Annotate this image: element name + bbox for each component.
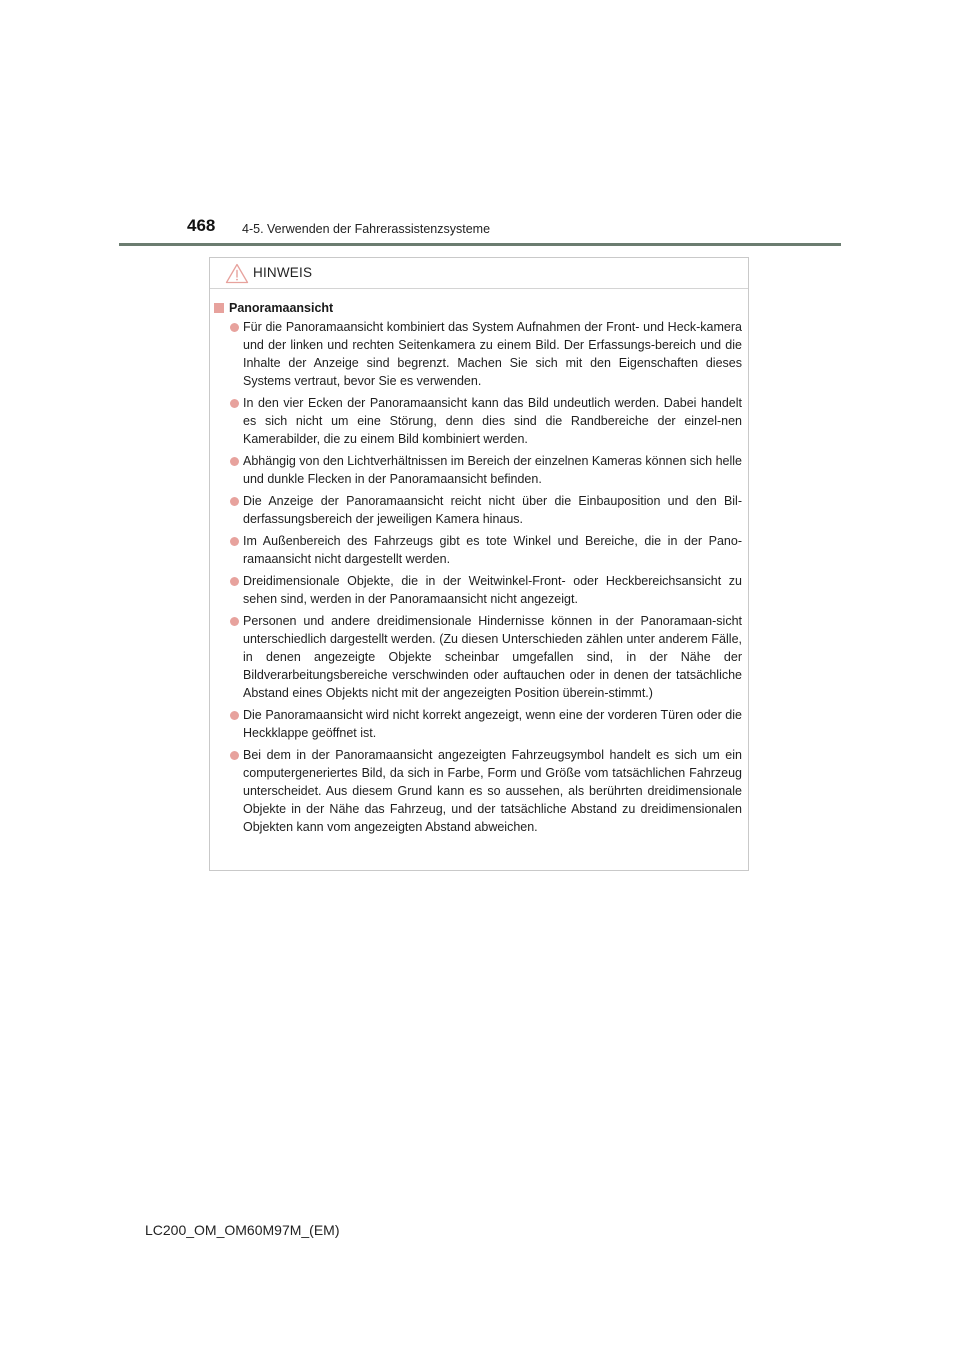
notice-title: HINWEIS [253, 265, 313, 280]
list-item-text: Die Panoramaansicht wird nicht korrekt angezeigt, wenn eine der vorderen Türen oder die Heckklappe geöffnet ist. [243, 708, 742, 741]
notice-body [210, 289, 748, 837]
notice-header [210, 258, 748, 289]
list-item-text: Die Anzeige der Panoramaansicht reicht nicht über die Einbauposition und den Bil-derfassungsbereich der jeweiligen Kamera hinaus. [243, 494, 742, 526]
list-item-text: Personen und andere dreidimensionale Hindernisse können in der Panoramaan-sicht unterschiedlich dargestellt werden. (Zu diesen Unterschieden zählen unter anderem Fälle, in denen angezeigte Objekte scheinbar umgefallen sind, in der Nähe der Bildverarbeitungsbereiche verschwinden oder auftauchen oder in denen der tatsächliche Abstand eines Objekts nicht mit der angezeigten Position überein-stimmt.) [243, 614, 742, 700]
list-item [214, 493, 742, 529]
circle-bullet-icon [230, 497, 239, 506]
section-title: 4-5. Verwenden der Fahrerassistenzsysteme [242, 222, 491, 236]
list-item-text: In den vier Ecken der Panoramaansicht kann das Bild undeutlich werden. Dabei handelt es sich nicht um eine Störung, denn dies sind die Randbereiche der einzel-nen Kamerabilder, die zu einem Bild kombiniert werden. [243, 395, 742, 446]
list-item [214, 573, 742, 609]
circle-bullet-icon [230, 537, 239, 546]
section-heading-text: Panoramaansicht [229, 301, 334, 315]
list-item [214, 533, 742, 569]
warning-triangle-icon [225, 263, 249, 284]
section-heading [214, 301, 742, 315]
list-item [214, 613, 742, 703]
footer-document-code: LC200_OM_OM60M97M_(EM) [145, 1222, 340, 1238]
list-item-text: Dreidimensionale Objekte, die in der Weitwinkel-Front- oder Heckbereichsansicht zu sehen sind, werden in der Panoramaansicht nicht angezeigt. [243, 574, 742, 607]
list-item-text: Für die Panoramaansicht kombiniert das System Aufnahmen der Front- und Heck-kamera und der linken und rechten Seitenkamera zu einem Bild. Der Erfassungs-bereich und die Inhalte der Anzeige sind begrenzt. Machen Sie sich mit den Eigenschaften dieses Systems vertraut, bevor Sie es verwenden. [243, 320, 742, 388]
circle-bullet-icon [230, 577, 239, 586]
circle-bullet-icon [230, 751, 239, 760]
list-item-text: Bei dem in der Panoramaansicht angezeigten Fahrzeugsymbol handelt es sich um ein computergeneriertes Bild, da sich in Farbe, Form und Größe vom tatsächlichen Fahrzeug unterscheidet. Aus diesem Grund kann es so aussehen, als berührten dreidimensionale Objekte in der Nähe das Fahrzeug, und der tatsächliche Abstand zu dreidimensionalen Objekten kann vom angezeigten Abstand abweichen. [243, 748, 742, 834]
square-bullet-icon [214, 303, 224, 313]
list-item [214, 395, 742, 449]
circle-bullet-icon [230, 711, 239, 720]
list-item [214, 453, 742, 489]
list-item [214, 319, 742, 391]
notice-box [209, 257, 749, 871]
circle-bullet-icon [230, 399, 239, 408]
list-item-text: Im Außenbereich des Fahrzeugs gibt es tote Winkel und Bereiche, die in der Pano-ramaansicht nicht dargestellt werden. [243, 534, 742, 567]
circle-bullet-icon [230, 457, 239, 466]
circle-bullet-icon [230, 617, 239, 626]
list-item [214, 747, 742, 837]
list-item-text: Abhängig von den Lichtverhältnissen im Bereich der einzelnen Kameras können sich helle und dunkle Flecken in der Panoramaansicht befinden. [243, 453, 742, 486]
circle-bullet-icon [230, 323, 239, 332]
list-item [214, 707, 742, 743]
page-number: 468 [187, 216, 216, 235]
header-rule [119, 243, 841, 246]
